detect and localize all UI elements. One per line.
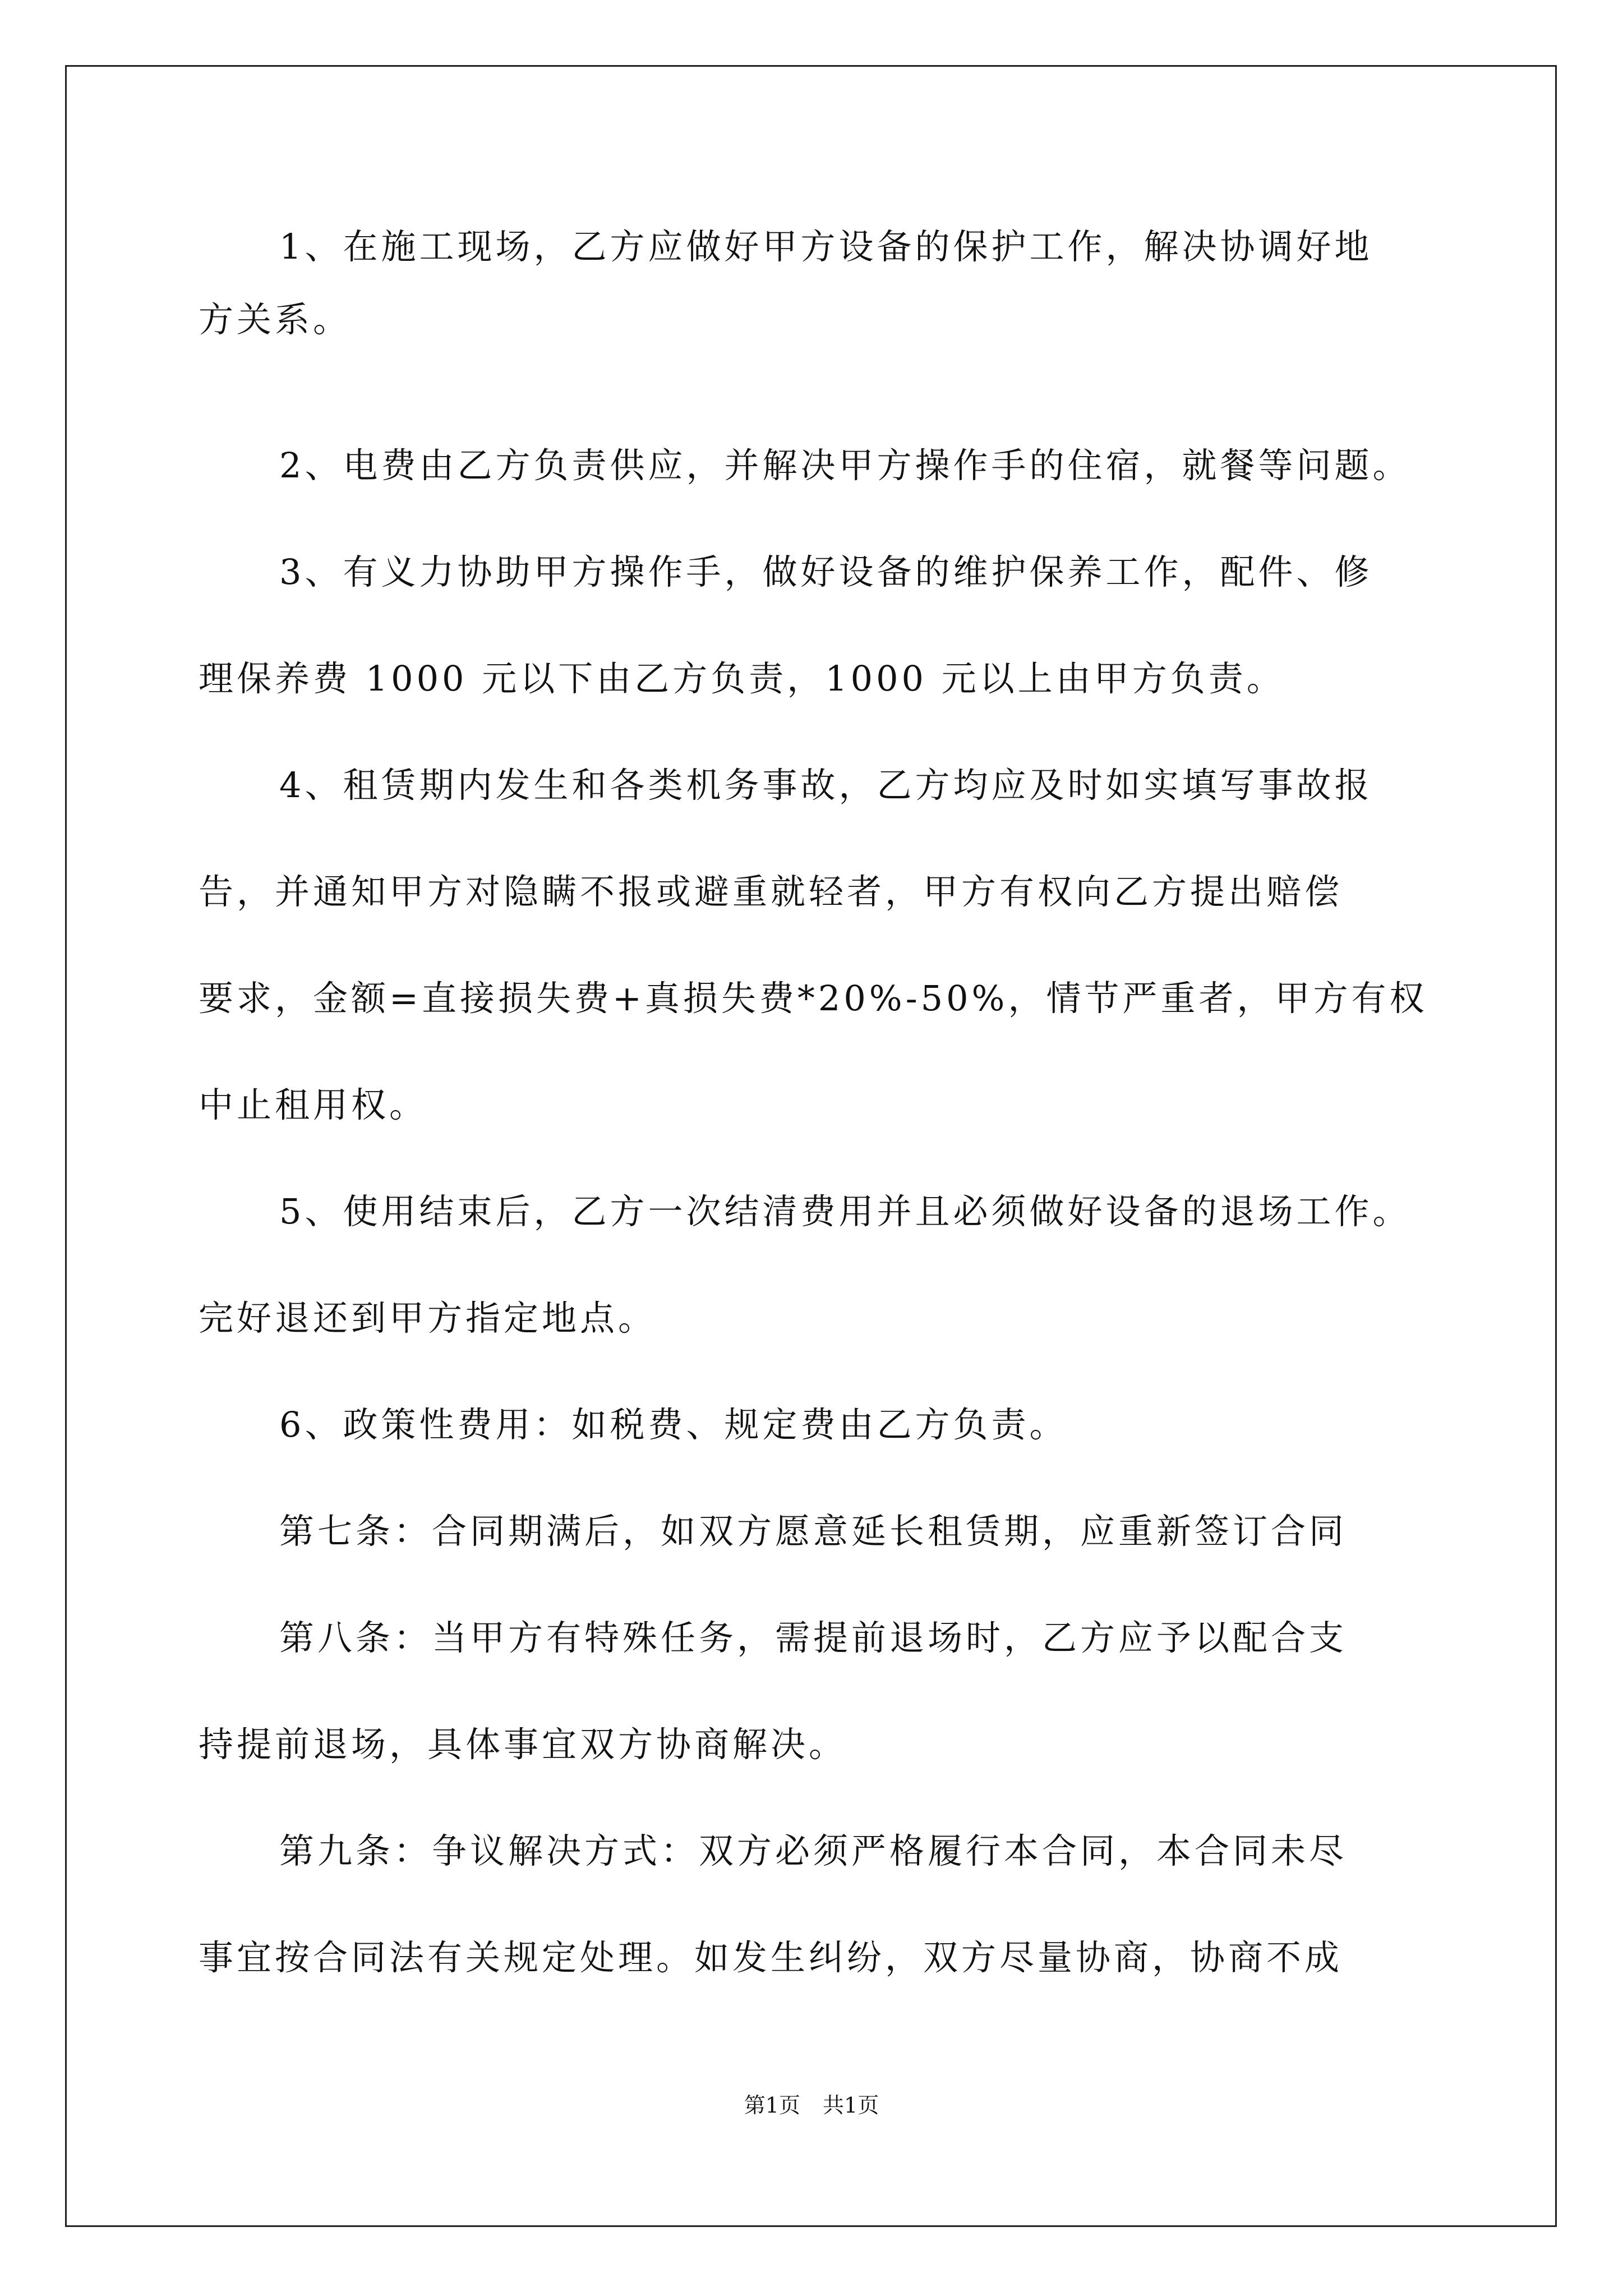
paragraph-line: 第八条：当甲方有特殊任务，需提前退场时，乙方应予以配合支 [279,1617,1348,1658]
paragraph-line: 完好退还到甲方指定地点。 [199,1297,657,1338]
page-count: 共1页 [823,2093,879,2118]
page-border [65,65,1557,2227]
paragraph-line: 要求，金额=直接损失费+真损失费*20%-50%，情节严重者，甲方有权 [199,978,1428,1019]
paragraph-line: 6、政策性费用：如税费、规定费由乙方负责。 [279,1404,1068,1445]
paragraph-line: 5、使用结束后，乙方一次结清费用并且必须做好设备的退场工作。 [279,1191,1411,1232]
paragraph-line: 方关系。 [199,299,352,340]
paragraph-line: 中止租用权。 [199,1084,428,1125]
paragraph-line: 1、在施工现场，乙方应做好甲方设备的保护工作，解决协调好地 [279,226,1373,267]
paragraph-line: 2、电费由乙方负责供应，并解决甲方操作手的住宿，就餐等问题。 [279,445,1411,486]
paragraph-line: 第七条：合同期满后，如双方愿意延长租赁期，应重新签订合同 [279,1511,1348,1552]
paragraph-line: 理保养费 1000 元以下由乙方负责，1000 元以上由甲方负责。 [199,658,1285,699]
page-footer [0,2091,1623,2119]
paragraph-line: 告，并通知甲方对隐瞒不报或避重就轻者，甲方有权向乙方提出赔偿 [199,871,1343,912]
paragraph-line: 第九条：争议解决方式：双方必须严格履行本合同，本合同未尽 [279,1830,1348,1871]
page-number: 第1页 [744,2093,800,2118]
paragraph-line: 4、租赁期内发生和各类机务事故，乙方均应及时如实填写事故报 [279,765,1373,806]
paragraph-line: 事宜按合同法有关规定处理。如发生纠纷，双方尽量协商，协商不成 [199,1937,1343,1978]
paragraph-line: 持提前退场，具体事宜双方协商解决。 [199,1724,847,1765]
paragraph-line: 3、有义力协助甲方操作手，做好设备的维护保养工作，配件、修 [279,551,1373,592]
